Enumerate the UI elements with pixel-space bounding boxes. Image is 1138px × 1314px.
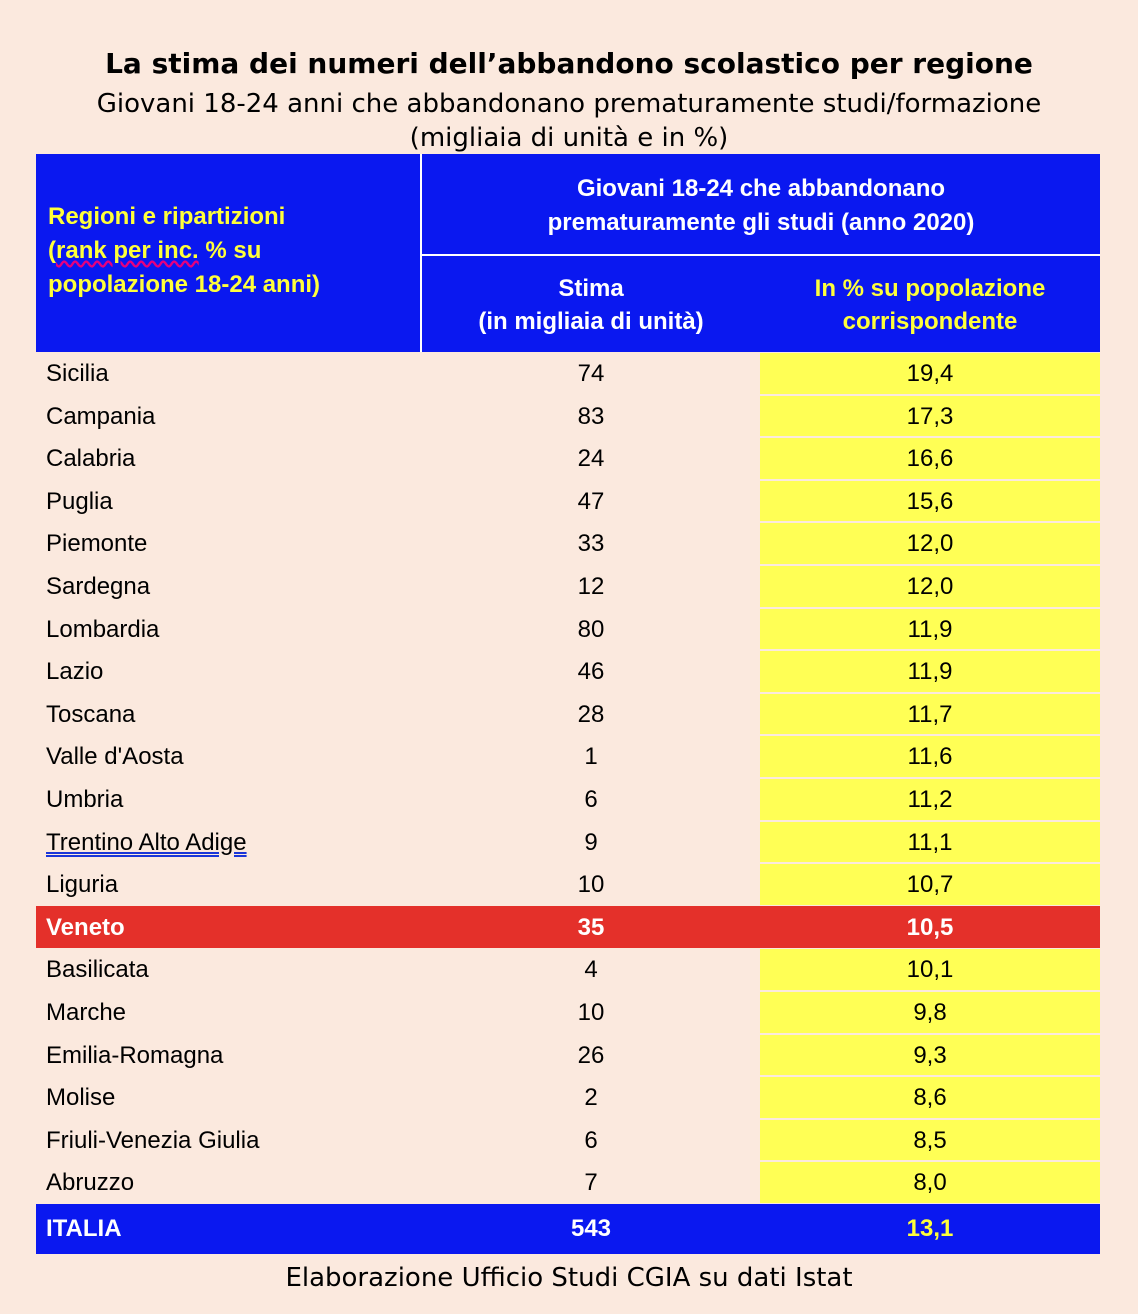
cell-percent: 8,5 (760, 1120, 1100, 1161)
cell-region: Puglia (46, 487, 113, 515)
cell-stima: 9 (584, 828, 598, 856)
cell-stima: 10 (577, 871, 605, 899)
cell-stima: 83 (577, 402, 605, 430)
cell-stima: 28 (577, 700, 605, 728)
header-region-perc: % su (198, 237, 262, 264)
cell-region: Umbria (46, 785, 124, 813)
cell-stima: 74 (577, 360, 605, 387)
cell-region: Liguria (46, 871, 119, 899)
cell-stima: 7 (584, 1169, 598, 1197)
subtitle-line-2: (migliaia di unità e in %) (409, 123, 729, 153)
cell-percent: 8,6 (760, 1077, 1100, 1118)
total-percent: 13,1 (906, 1214, 954, 1242)
cell-percent: 9,8 (760, 992, 1100, 1033)
cell-percent: 10,1 (760, 949, 1100, 990)
cell-percent: 12,0 (760, 523, 1100, 564)
table-row (36, 693, 1100, 736)
table-row (36, 352, 1100, 395)
cell-region: Sicilia (46, 360, 109, 387)
cell-stima: 80 (577, 615, 605, 643)
cell-region: Basilicata (46, 956, 149, 984)
cell-percent: 11,7 (760, 694, 1100, 735)
header-percent (760, 272, 1100, 338)
cell-region: Abruzzo (46, 1169, 135, 1197)
cell-stima: 10 (577, 998, 605, 1026)
cell-stima: 2 (584, 1084, 598, 1112)
header-region-line-1: Regioni e ripartizioni (48, 203, 286, 230)
cell-region: Veneto (46, 913, 125, 941)
source-note: Elaborazione Ufficio Studi CGIA su dati Istat (285, 1263, 853, 1293)
cell-region: Toscana (46, 700, 136, 728)
cell-stima: 33 (577, 530, 605, 558)
table-header (36, 154, 1100, 352)
cell-region-text: Trentino Alto Adige (46, 828, 247, 856)
subtitle-line-1: Giovani 18-24 anni che abbandonano prematuramente studi/formazione (96, 89, 1042, 119)
header-divider-horizontal (422, 254, 1100, 256)
cell-region: Lazio (46, 658, 104, 686)
header-region-line-2 (48, 234, 408, 268)
cell-region: Campania (46, 402, 156, 430)
cell-region: Emilia-Romagna (46, 1041, 224, 1069)
cell-region: Piemonte (46, 530, 148, 558)
table-row (36, 821, 1100, 864)
table-row (36, 480, 1100, 523)
cell-region: Molise (46, 1084, 116, 1112)
table-row (36, 565, 1100, 608)
table-row (36, 522, 1100, 565)
cell-stima: 12 (577, 572, 605, 600)
cell-percent: 11,2 (760, 779, 1100, 820)
table-row (36, 991, 1100, 1034)
cell-percent: 8,0 (760, 1162, 1100, 1203)
table-total-row (36, 1204, 1100, 1254)
cell-percent: 11,1 (760, 822, 1100, 863)
cell-region: Sardegna (46, 572, 151, 600)
cell-percent: 11,9 (760, 651, 1100, 692)
cell-stima: 47 (577, 487, 605, 515)
cell-percent: 15,6 (760, 481, 1100, 522)
data-table (36, 154, 1100, 1254)
page-title: La stima dei numeri dell’abbandono scolastico per regione (105, 47, 1033, 80)
cell-stima: 4 (584, 956, 598, 984)
header-percent-line-2: corrispondente (842, 308, 1018, 335)
table-row (36, 948, 1100, 991)
table-row (36, 863, 1100, 906)
header-percent-line-1: In % su popolazione (814, 275, 1046, 302)
page-subtitle (0, 87, 1138, 155)
cell-region (46, 821, 247, 864)
cell-percent: 17,3 (760, 396, 1100, 437)
header-stima (422, 272, 760, 338)
header-group (422, 172, 1100, 240)
table-row (36, 608, 1100, 651)
header-region-line-3: popolazione 18-24 anni) (48, 271, 321, 298)
table-row (36, 735, 1100, 778)
total-stima: 543 (570, 1214, 612, 1242)
cell-percent: 12,0 (760, 566, 1100, 607)
table-row (36, 395, 1100, 438)
table-row-highlighted (36, 906, 1100, 949)
cell-region: Lombardia (46, 615, 160, 643)
table-row (36, 650, 1100, 693)
total-region: ITALIA (46, 1214, 122, 1242)
table-row (36, 778, 1100, 821)
cell-stima: 6 (584, 1126, 598, 1154)
cell-percent: 19,4 (760, 353, 1100, 394)
cell-percent: 10,7 (760, 864, 1100, 905)
cell-region: Calabria (46, 445, 136, 473)
table-row (36, 1076, 1100, 1119)
cell-stima: 26 (577, 1041, 605, 1069)
table-row (36, 1034, 1100, 1077)
cell-stima: 24 (577, 445, 605, 473)
header-region-paren: ( (48, 237, 56, 264)
header-region (48, 200, 408, 302)
header-stima-line-2: (in migliaia di unità) (478, 308, 704, 335)
cell-percent: 11,9 (760, 609, 1100, 650)
cell-stima: 46 (577, 658, 605, 686)
header-stima-line-1: Stima (558, 275, 624, 302)
cell-percent: 10,5 (906, 913, 954, 941)
cell-stima: 35 (577, 913, 605, 941)
table-row (36, 1161, 1100, 1204)
cell-stima: 6 (584, 785, 598, 813)
table-row (36, 437, 1100, 480)
cell-percent: 11,6 (760, 736, 1100, 777)
header-group-line-2: prematuramente gli studi (anno 2020) (547, 209, 975, 236)
cell-stima: 1 (584, 743, 598, 771)
cell-region: Valle d'Aosta (46, 743, 184, 771)
cell-percent: 16,6 (760, 438, 1100, 479)
cell-region: Marche (46, 998, 127, 1026)
table-row (36, 1119, 1100, 1162)
header-region-rank: rank per inc. (56, 237, 199, 264)
cell-percent: 9,3 (760, 1035, 1100, 1076)
cell-region: Friuli-Venezia Giulia (46, 1126, 260, 1154)
header-group-line-1: Giovani 18-24 che abbandonano (576, 175, 946, 202)
